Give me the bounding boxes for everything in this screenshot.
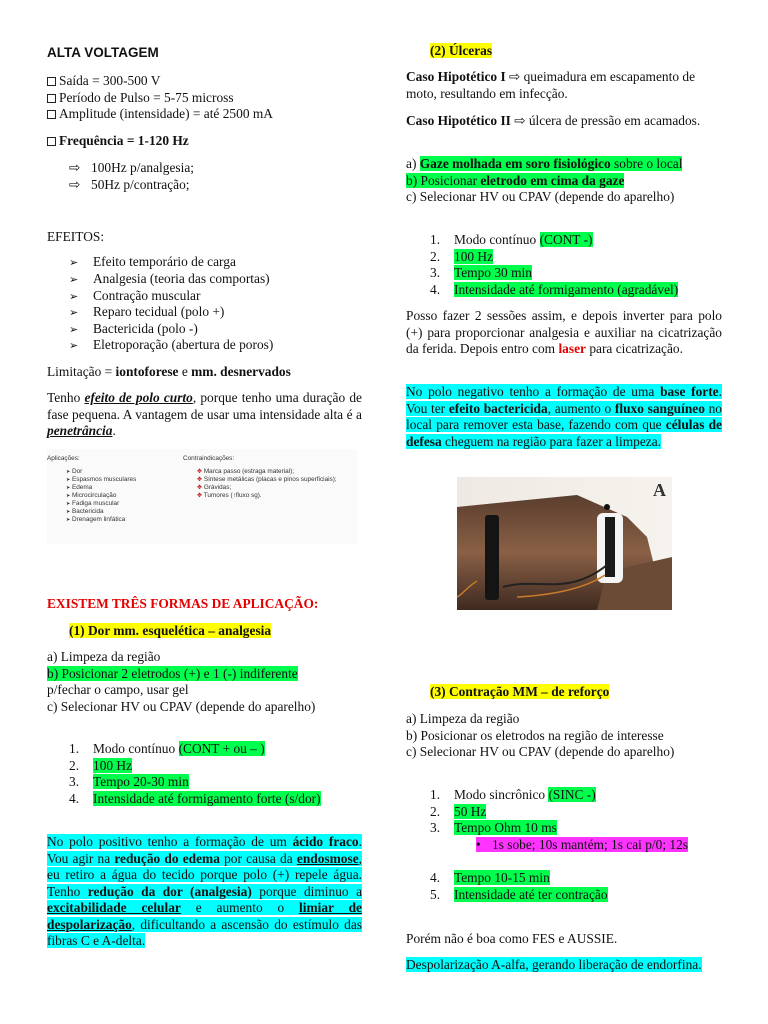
arrowhead-bullet-icon: ➢	[69, 340, 79, 352]
leg-electrode-photo	[457, 477, 672, 610]
forms-title: EXISTEM TRÊS FORMAS DE APLICAÇÃO:	[47, 596, 319, 611]
freq-item: ⇨ 50Hz p/contração;	[69, 177, 190, 192]
s1-list-item: 1. Modo contínuo (CONT + ou – )	[69, 741, 265, 756]
case1: Caso Hipotético I ⇨ queimadura em escapamento de moto, resultando em infecção.	[406, 69, 696, 101]
s1-list-item: 3. Tempo 20-30 min	[69, 774, 189, 789]
s2-paragraph: No polo negativo tenho a formação de uma base forte. Vou ter efeito bactericida, aumento o fluxo sanguíneo no local para remover esta base, fazendo com que células de defesa cheguem na região para fazer a limpeza.	[406, 384, 722, 449]
s3-list-item: 1. Modo sincrônico (SINC -)	[430, 787, 596, 802]
s1-step-a: a) Limpeza da região	[47, 649, 161, 664]
s2-step-c: c) Selecionar HV ou CPAV (depende do aparelho)	[406, 189, 675, 204]
effect-item: ➢ Eletroporação (abertura de poros)	[47, 337, 362, 355]
leg-photo-illustration	[457, 477, 672, 610]
spec-output: Saída = 300-500 V	[47, 73, 362, 90]
effect-item: ➢ Analgesia (teoria das comportas)	[47, 271, 362, 289]
s2-list-item: 1. Modo contínuo (CONT -)	[430, 232, 593, 247]
section1-title: (1) Dor mm. esquelética – analgesia	[69, 623, 272, 638]
photo-label: A	[653, 480, 666, 500]
s2-list-item: 3. Tempo 30 min	[430, 265, 532, 280]
s2-step-b: b) Posicionar eletrodo em cima da gaze	[406, 172, 625, 188]
section3-title: (3) Contração MM – de reforço	[430, 684, 610, 699]
s3-step-b: b) Posicionar os eletrodos na região de interesse	[406, 727, 664, 743]
effect-item: ➢ Reparo tecidual (polo +)	[47, 304, 362, 322]
applications-table-image	[47, 449, 357, 544]
effect-item: ➢ Efeito temporário de carga	[47, 254, 362, 272]
fes-note: Porém não é boa como FES e AUSSIE.	[406, 931, 618, 946]
arrowhead-bullet-icon: ➢	[69, 291, 79, 303]
contraindications-column: Contraindicações: ✥ Marca passo (estraga material); ✥ Síntese metálicas (placas e pinos superficiais); ✥ Grávidas; ✥ Tumores (↑fluxo sg).	[183, 455, 337, 499]
s1-list-item: 2. 100 Hz	[69, 757, 133, 773]
effects-title: EFEITOS:	[47, 229, 105, 244]
s1-step-b-cont: p/fechar o campo, usar gel	[47, 682, 189, 697]
s3-list-item: 3. Tempo Ohm 10 ms	[430, 820, 557, 835]
limitation-line: Limitação = iontoforese e mm. desnervados	[47, 364, 291, 379]
arrow-right-icon: ⇨	[514, 113, 526, 128]
despolarization-note: Despolarização A-alfa, gerando liberação de endorfina.	[406, 957, 702, 972]
s3-list-item: 4. Tempo 10-15 min	[430, 870, 550, 885]
s3-sub-bullet: • 1s sobe; 10s mantém; 1s cai p/0; 12s	[476, 837, 689, 852]
arrowhead-bullet-icon: ➢	[69, 274, 79, 286]
checkbox-icon	[47, 77, 56, 86]
arrowhead-bullet-icon: ➢	[69, 307, 79, 319]
s3-step-c: c) Selecionar HV ou CPAV (depende do aparelho)	[406, 744, 675, 759]
checkbox-icon	[47, 110, 56, 119]
s1-step-c: c) Selecionar HV ou CPAV (depende do aparelho)	[47, 698, 316, 714]
checkbox-icon	[47, 94, 56, 103]
effect-item: ➢ Contração muscular	[47, 288, 362, 306]
s3-list-item: 5. Intensidade até ter contração	[430, 886, 608, 902]
s1-list-item: 4. Intensidade até formigamento forte (s/dor)	[69, 790, 321, 806]
s1-paragraph: No polo positivo tenho a formação de um ácido fraco. Vou agir na redução do edema por causa da endosmose, eu retiro a água do tecido porque polo (+) repele água. Tenho redução da dor (analgesia) porque diminuo a excitabilidade celular e aumento o limiar de despolarização, dificultando a ascensão do estímulo das fibras C e A-delta.	[47, 834, 363, 948]
page-title: ALTA VOLTAGEM	[47, 45, 159, 60]
spec-amplitude: Amplitude (intensidade) = até 2500 mA	[47, 106, 362, 123]
freq-item: ⇨ 100Hz p/analgesia;	[69, 160, 194, 175]
s2-step-a: a) Gaze molhada em soro fisiológico sobre o local	[406, 156, 683, 171]
checkbox-icon	[47, 137, 56, 146]
s3-list-item: 2. 50 Hz	[430, 803, 487, 819]
arrowhead-bullet-icon: ➢	[69, 324, 79, 336]
short-pole-paragraph: Tenho efeito de polo curto, porque tenho uma duração de fase pequena. A vantagem de usar uma intensidade alta é a penetrância.	[47, 390, 362, 438]
s2-list-item: 2. 100 Hz	[430, 248, 494, 264]
case2: Caso Hipotético II ⇨ úlcera de pressão em acamados.	[406, 113, 701, 128]
spec-frequency: Frequência = 1-120 Hz	[47, 133, 362, 150]
arrow-right-icon: ⇨	[69, 177, 81, 192]
s2-sessions-paragraph: Posso fazer 2 sessões assim, e depois inverter para polo (+) para proporcionar analgesia e auxiliar na cicatrização da ferida. Depois entro com laser para cicatrização.	[406, 308, 722, 356]
effect-item: ➢ Bactericida (polo -)	[47, 321, 362, 339]
spec-pulse: Período de Pulso = 5-75 micross	[47, 90, 362, 107]
s2-list-item: 4. Intensidade até formigamento (agradável)	[430, 281, 679, 297]
s1-step-b: b) Posicionar 2 eletrodos (+) e 1 (-) indiferente	[47, 665, 298, 681]
arrow-right-icon: ⇨	[509, 69, 521, 84]
s3-step-a: a) Limpeza da região	[406, 711, 520, 726]
bullet-icon: •	[476, 837, 481, 852]
arrow-right-icon: ⇨	[69, 160, 81, 175]
section2-title: (2) Úlceras	[430, 43, 493, 58]
arrowhead-bullet-icon: ➢	[69, 257, 79, 269]
applications-column: Aplicações: ➤ Dor ➤ Espasmos musculares ➤ Edema ➤ Microcirculação ➤ Fadiga muscular ➤ Bactericida ➤ Drenagem linfática	[47, 455, 137, 523]
